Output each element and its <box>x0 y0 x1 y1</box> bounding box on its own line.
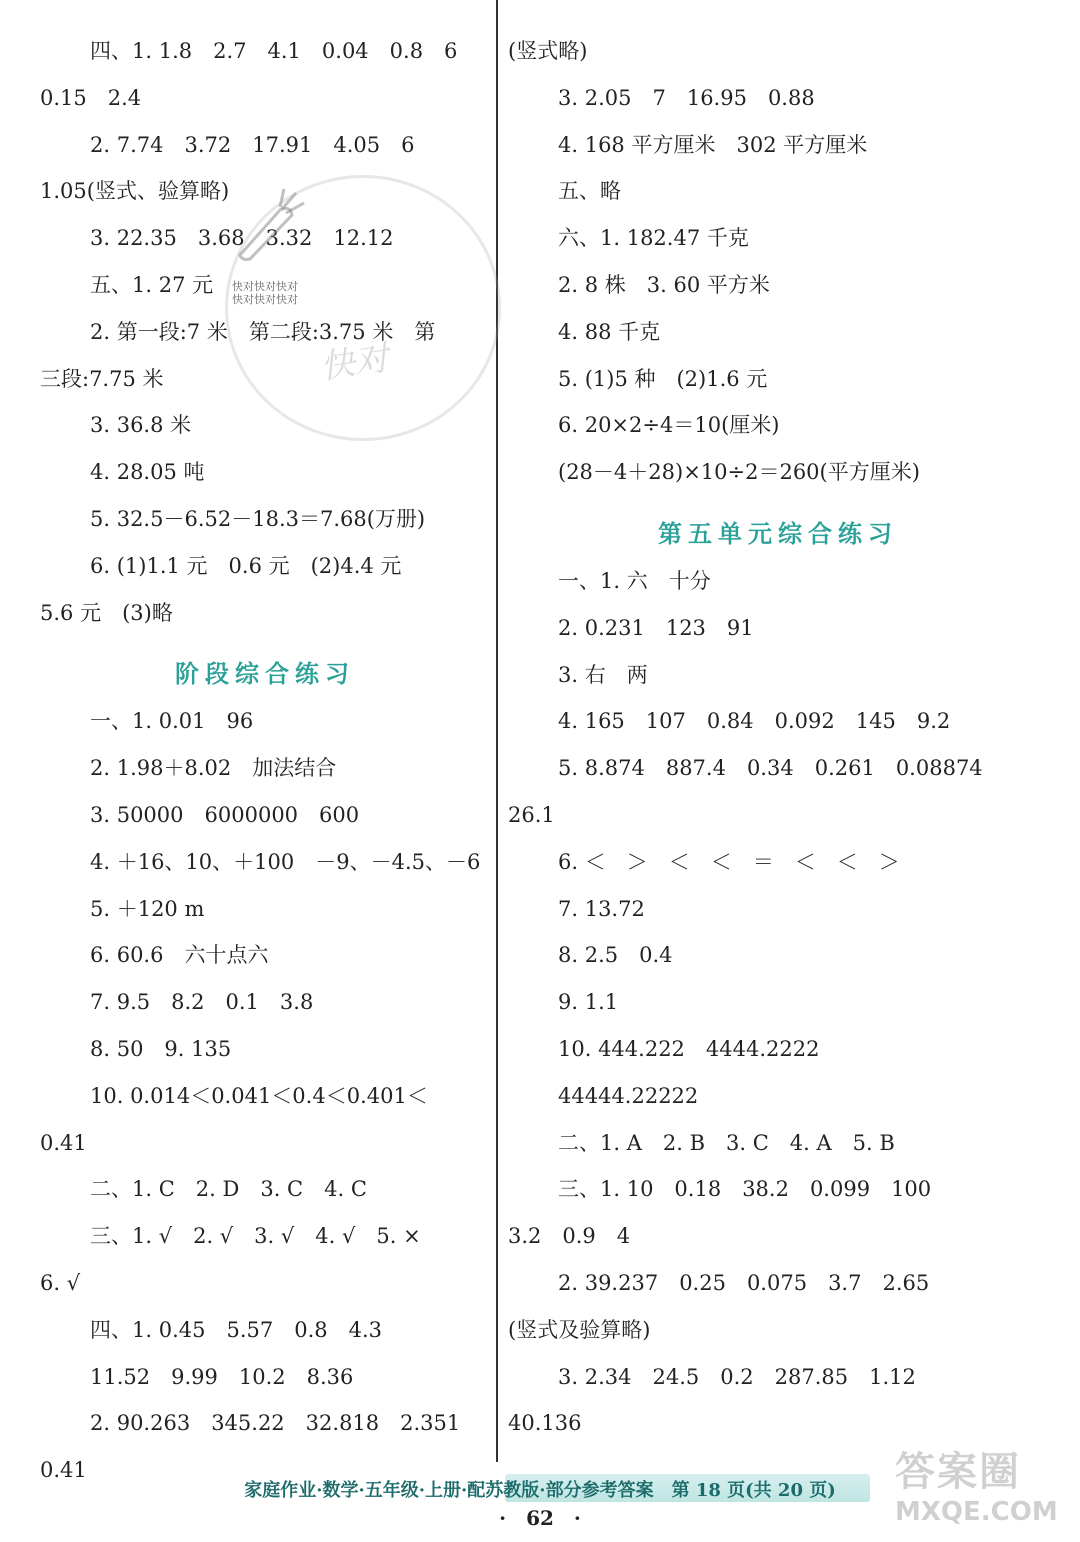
answer-line: 2. 1.98＋8.02 加法结合 <box>90 756 337 781</box>
answer-line: 4. 168 平方厘米 302 平方厘米 <box>558 132 868 157</box>
answer-line: (28－4＋28)×10÷2＝260(平方厘米) <box>558 460 920 485</box>
answer-line: 2. 90.263 345.22 32.818 2.351 <box>90 1411 461 1436</box>
answer-line: 7. 13.72 <box>558 896 645 921</box>
answer-line: 2. 第一段:7 米 第二段:3.75 米 第 <box>90 319 436 344</box>
answer-line: 4. 88 千克 <box>558 319 661 344</box>
answer-line: (竖式略) <box>508 39 588 63</box>
watermark-title: 答案圈 <box>895 1449 1021 1495</box>
answer-line: 三段:7.75 米 <box>40 366 164 391</box>
answer-line: 3. 22.35 3.68 3.32 12.12 <box>90 226 394 251</box>
answer-line: 0.41 <box>40 1130 87 1155</box>
answer-line: 二、1. C 2. D 3. C 4. C <box>90 1177 367 1202</box>
answer-line: 四、1. 0.45 5.57 0.8 4.3 <box>90 1317 383 1342</box>
answer-line: 六、1. 182.47 千克 <box>558 226 749 251</box>
answer-line: 26.1 <box>508 802 555 827</box>
footer-caption: 家庭作业·数学·五年级·上册·配苏教版·部分参考答案 第 18 页(共 20 页) <box>244 1480 836 1501</box>
section-heading: 第五单元综合练习 <box>658 518 898 548</box>
stamp-text <box>232 280 298 306</box>
site-watermark <box>895 1448 1075 1542</box>
answer-line: 一、1. 六 十分 <box>558 568 711 593</box>
answer-line: 五、1. 27 元 <box>90 272 214 297</box>
answer-line: 3. 2.34 24.5 0.2 287.85 1.12 <box>558 1364 916 1389</box>
answer-line: 3. 36.8 米 <box>90 413 192 438</box>
answer-line: 五、略 <box>558 179 621 204</box>
answer-line: 3.2 0.9 4 <box>508 1224 631 1249</box>
answer-line: 5. ＋120 m <box>90 896 205 921</box>
answer-line: 3. 50000 6000000 600 <box>90 802 360 827</box>
stamp-script: 快对 <box>318 338 391 388</box>
answer-line: 5. 32.5－6.52－18.3＝7.68(万册) <box>90 506 426 531</box>
column-divider <box>496 0 498 1462</box>
answer-line: 6. (1)1.1 元 0.6 元 (2)4.4 元 <box>90 553 402 578</box>
answer-line: 4. 165 107 0.84 0.092 145 9.2 <box>558 709 951 734</box>
section-heading: 阶段综合练习 <box>175 659 355 689</box>
answer-line: 5. 8.874 887.4 0.34 0.261 0.08874 <box>558 756 983 781</box>
answer-line: 11.52 9.99 10.2 8.36 <box>90 1364 354 1389</box>
answer-line: 三、1. 10 0.18 38.2 0.099 100 <box>558 1177 932 1202</box>
answer-line: 0.15 2.4 <box>40 85 142 110</box>
answer-line: 3. 2.05 7 16.95 0.88 <box>558 85 815 110</box>
answer-line: 7. 9.5 8.2 0.1 3.8 <box>90 990 314 1015</box>
answer-line: 0.41 <box>40 1458 87 1483</box>
watermark-url: MXQE.COM <box>895 1497 1058 1527</box>
answer-line: 8. 50 9. 135 <box>90 1036 232 1061</box>
answer-line: 40.136 <box>508 1411 582 1436</box>
answer-line: 三、1. √ 2. √ 3. √ 4. √ 5. × <box>90 1224 421 1249</box>
answer-line: 四、1. 1.8 2.7 4.1 0.04 0.8 6 <box>90 39 458 63</box>
answer-line: 3. 右 两 <box>558 662 648 687</box>
answer-line: 2. 0.231 123 91 <box>558 615 754 640</box>
answer-line: 8. 2.5 0.4 <box>558 943 673 968</box>
page-number: · 62 · <box>499 1506 581 1530</box>
answer-line: 6. 60.6 六十点六 <box>90 943 269 968</box>
answer-line: 6. ＜ ＞ ＜ ＜ ＝ ＜ ＜ ＞ <box>558 849 900 874</box>
stamp-text-line: 快对快对快对 <box>232 293 298 306</box>
answer-line: 一、1. 0.01 96 <box>90 709 254 734</box>
answer-line: 2. 39.237 0.25 0.075 3.7 2.65 <box>558 1270 930 1295</box>
stamp-text-line: 快对快对快对 <box>232 280 298 293</box>
answer-line: 9. 1.1 <box>558 990 619 1015</box>
answer-line: 4. ＋16、10、＋100 －9、－4.5、－6 <box>90 849 481 874</box>
answer-line: 10. 444.222 4444.2222 <box>558 1036 820 1061</box>
answer-line: 10. 0.014＜0.041＜0.4＜0.401＜ <box>90 1083 428 1108</box>
answer-line: 二、1. A 2. B 3. C 4. A 5. B <box>558 1130 895 1155</box>
answer-line: 1.05(竖式、验算略) <box>40 179 230 204</box>
right-column <box>508 28 1048 1447</box>
answer-line: 5.6 元 (3)略 <box>40 600 173 625</box>
answer-line: 6. √ <box>40 1270 81 1295</box>
carrot-logo-icon <box>230 185 310 265</box>
answer-line: 5. (1)5 种 (2)1.6 元 <box>558 366 768 391</box>
answer-line: 44444.22222 <box>558 1083 699 1108</box>
answer-line: 6. 20×2÷4＝10(厘米) <box>558 413 780 438</box>
answer-line: 2. 7.74 3.72 17.91 4.05 6 <box>90 132 415 157</box>
answer-line: (竖式及验算略) <box>508 1317 651 1342</box>
answer-line: 4. 28.05 吨 <box>90 460 205 485</box>
answer-line: 2. 8 株 3. 60 平方米 <box>558 272 770 297</box>
